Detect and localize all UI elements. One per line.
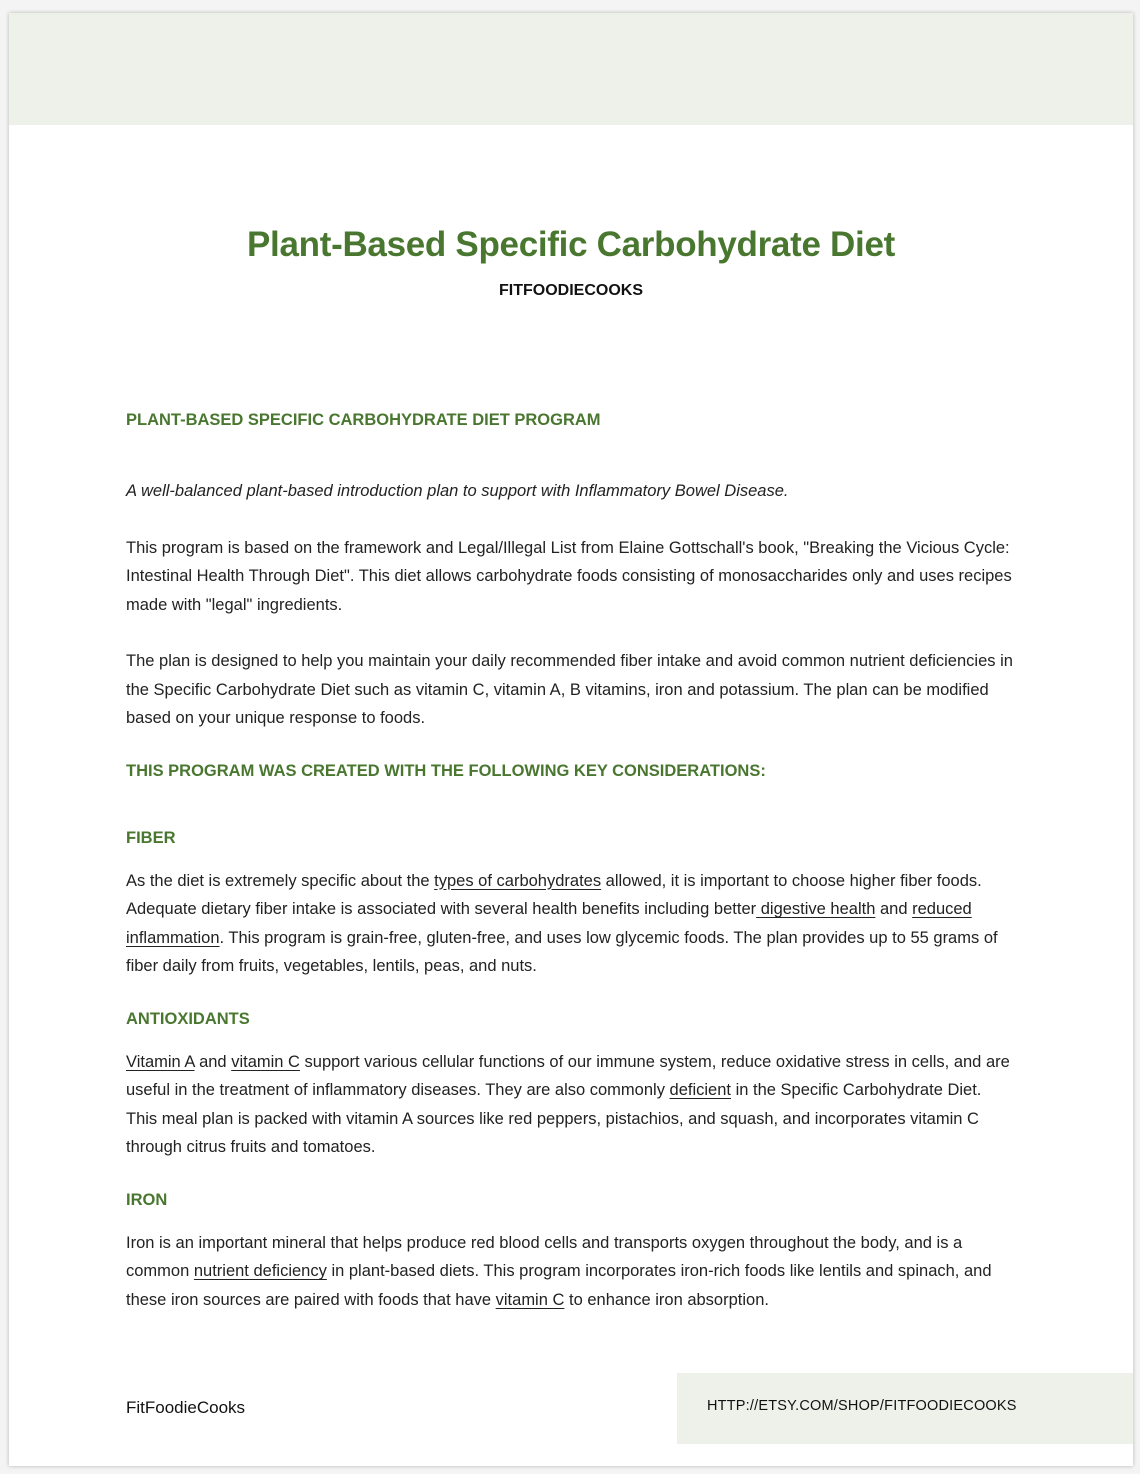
antioxidants-heading: ANTIOXIDANTS [126, 1009, 250, 1028]
fiber-text-1: As the diet is extremely specific about the [126, 871, 435, 890]
brand-subtitle: FITFOODIECOOKS [499, 282, 643, 299]
antioxidants-text-1: and [194, 1052, 232, 1071]
program-tagline: A well-balanced plant-based introduction plan to support with Inflammatory Bowel Disease. [126, 482, 789, 500]
nutrient-deficiency-link[interactable]: nutrient deficiency [193, 1262, 327, 1280]
vitamin-c-iron-link[interactable]: vitamin C [495, 1290, 565, 1309]
document-page [9, 13, 1133, 1466]
iron-paragraph [126, 1229, 1016, 1315]
antioxidants-text-2: support various cellular functions of our immune system, reduce oxidative stress in cells, and are useful in the treatment of inflammatory diseases. They are also commonly [126, 1052, 1010, 1099]
fiber-text-2: allowed, it is important to choose higher fiber foods. Adequate dietary fiber intake is associated with several health benefits including better [126, 871, 982, 918]
iron-text-3: to enhance iron absorption. [564, 1290, 769, 1309]
fiber-paragraph [126, 867, 1016, 981]
document-title: Plant-Based Specific Carbohydrate Diet [247, 225, 895, 264]
program-heading: PLANT-BASED SPECIFIC CARBOHYDRATE DIET PROGRAM [126, 411, 601, 429]
reduced-inflammation-link[interactable]: reduced inflammation [126, 900, 972, 947]
main-content [126, 406, 1016, 1314]
considerations-heading: THIS PROGRAM WAS CREATED WITH THE FOLLOWING KEY CONSIDERATIONS: [126, 761, 766, 780]
vitamin-c-link[interactable]: vitamin C [231, 1052, 300, 1071]
program-paragraph-2: The plan is designed to help you maintain your daily recommended fiber intake and avoid common nutrient deficiencies in the Specific Carbohydrate Diet such as vitamin C, vitamin A, B vitamins, iron and potassium. The plan can be modified based on your unique response to foods. [126, 652, 1013, 727]
iron-text-2: in plant-based diets. This program incorporates iron-rich foods like lentils and spinach, and these iron sources are paired with foods that have [126, 1262, 992, 1309]
antioxidants-text-3: in the Specific Carbohydrate Diet. This meal plan is packed with vitamin A sources like red peppers, pistachios, and squash, and incorporates vitamin C through citrus fruits and tomatoes. [126, 1081, 982, 1156]
fiber-text-3: and [875, 900, 913, 918]
footer-brand: FitFoodieCooks [126, 1398, 246, 1417]
digestive-health-link[interactable]: digestive health [756, 900, 876, 918]
fiber-heading: FIBER [126, 828, 176, 847]
types-of-carbohydrates-link[interactable]: types of carbohydrates [434, 871, 602, 890]
antioxidants-paragraph [126, 1048, 1016, 1162]
iron-text-1: Iron is an important mineral that helps produce red blood cells and transports oxygen throughout the body, and is a common [126, 1233, 963, 1280]
deficient-link[interactable]: deficient [669, 1081, 731, 1099]
footer-url-link[interactable]: HTTP://ETSY.COM/SHOP/FITFOODIECOOKS [707, 1398, 1017, 1414]
program-paragraph-1: This program is based on the framework and Legal/Illegal List from Elaine Gottschall's book, "Breaking the Vicious Cycle: Intestinal Health Through Diet". This diet allows carbohydrate foods consisting of monosaccharides only and uses recipes made with "legal" ingredients. [126, 538, 1012, 614]
fiber-text-4: . This program is grain-free, gluten-free, and uses low glycemic foods. The plan provides up to 55 grams of fiber daily from fruits, vegetables, lentils, peas, and nuts. [126, 928, 998, 975]
vitamin-a-link[interactable]: Vitamin A [126, 1052, 195, 1071]
iron-heading: IRON [126, 1190, 168, 1209]
footer-band [677, 1373, 1133, 1444]
header-band [9, 13, 1133, 125]
